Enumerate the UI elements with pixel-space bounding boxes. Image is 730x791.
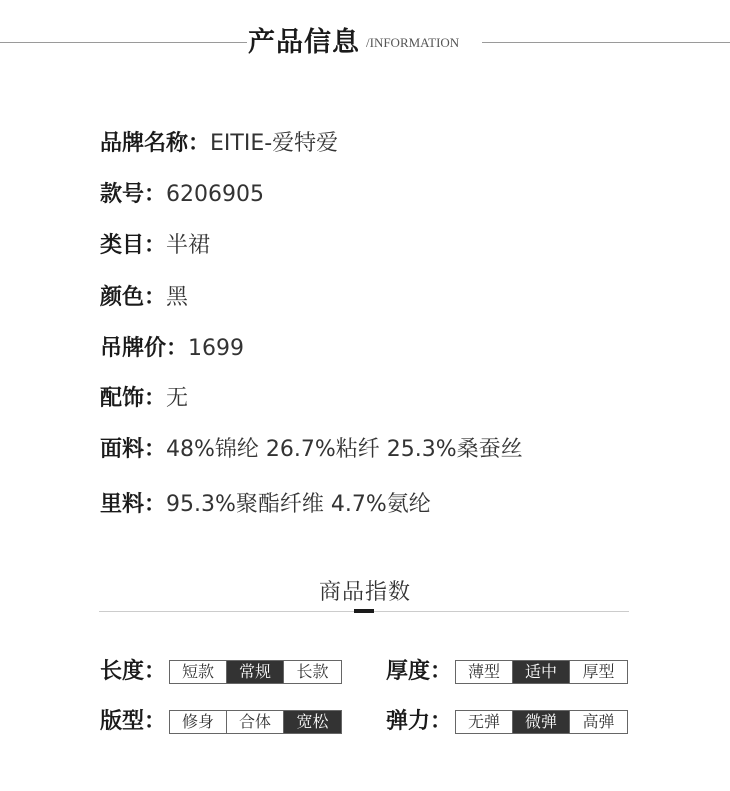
page-subtitle: /INFORMATION — [366, 35, 460, 50]
info-value: 6206905 — [166, 182, 264, 207]
thickness-option-thin[interactable]: 薄型 — [456, 661, 513, 683]
info-label: 吊牌价： — [100, 336, 189, 361]
elasticity-option-none[interactable]: 无弹 — [456, 711, 513, 733]
length-selector — [169, 660, 342, 684]
info-value: 黑 — [166, 285, 189, 310]
elasticity-label: 弹力： — [386, 709, 453, 734]
info-label: 品牌名称： — [100, 131, 211, 156]
info-label: 款号： — [100, 182, 167, 207]
header-rule-left — [0, 42, 247, 43]
thickness-option-thick[interactable]: 厚型 — [582, 662, 615, 681]
info-row-style-no — [100, 180, 264, 210]
info-row-lining — [100, 490, 431, 520]
thickness-label: 厚度： — [386, 659, 453, 684]
length-option-regular[interactable]: 常规 — [227, 661, 284, 683]
info-value: 1699 — [188, 336, 245, 361]
info-value: 48%锦纶 26.7%粘纤 25.3%桑蚕丝 — [166, 437, 523, 462]
fit-label: 版型： — [100, 709, 167, 734]
elasticity-option-high[interactable]: 高弹 — [582, 712, 615, 731]
length-option-long[interactable]: 长款 — [296, 662, 329, 681]
info-label: 颜色： — [100, 285, 167, 310]
fit-selector — [169, 710, 342, 734]
header-rule-right — [482, 42, 730, 43]
info-value: 95.3%聚酯纤维 4.7%氨纶 — [166, 492, 431, 517]
elasticity-option-slight[interactable]: 微弹 — [513, 711, 570, 733]
info-row-price — [100, 334, 244, 364]
fit-option-loose[interactable]: 宽松 — [284, 711, 341, 733]
elasticity-selector — [455, 710, 628, 734]
info-value: 半裙 — [166, 233, 211, 258]
length-label: 长度： — [100, 659, 167, 684]
info-value: 无 — [166, 386, 189, 411]
info-row-accessories — [100, 384, 188, 414]
info-label: 配饰： — [100, 386, 167, 411]
index-divider-accent — [354, 609, 374, 613]
info-row-color — [100, 283, 188, 313]
info-row-fabric — [100, 435, 523, 465]
thickness-selector — [455, 660, 628, 684]
fit-option-regular[interactable]: 合体 — [227, 711, 284, 733]
info-label: 面料： — [100, 437, 167, 462]
index-section-title: 商品指数 — [318, 580, 411, 605]
length-option-short[interactable]: 短款 — [170, 661, 227, 683]
thickness-option-medium[interactable]: 适中 — [513, 661, 570, 683]
info-row-category — [100, 231, 210, 261]
info-label: 类目： — [100, 233, 167, 258]
page-title: 产品信息 — [248, 27, 360, 58]
info-label: 里料： — [100, 492, 167, 517]
info-value: EITIE-爱特爱 — [210, 131, 339, 156]
fit-option-slim[interactable]: 修身 — [170, 711, 227, 733]
info-row-brand — [100, 129, 338, 159]
